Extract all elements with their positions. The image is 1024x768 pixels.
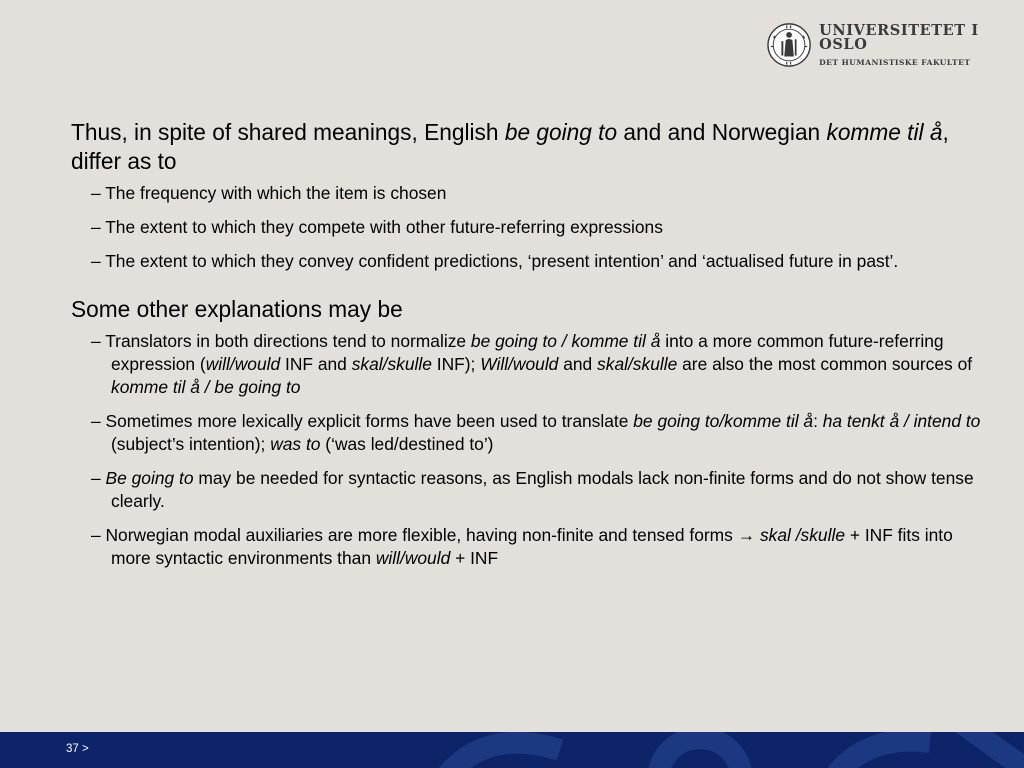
italic-term: Be going to (105, 468, 194, 488)
italic-term: will/would (205, 354, 281, 374)
bullet-list (91, 182, 991, 273)
italic-term: komme til å (826, 119, 943, 145)
italic-term: komme til å / be going to (111, 377, 301, 397)
section-heading: Thus, in spite of shared meanings, English be going to and and Norwegian komme til å, differ as to (71, 119, 949, 174)
university-name: UNIVERSITETET I OSLO (819, 21, 979, 54)
faculty-name: DET HUMANISTISKE FAKULTET (819, 57, 971, 67)
bullet-item: – The extent to which they compete with other future-referring expressions (91, 217, 663, 237)
italic-term: skal/skulle (597, 354, 678, 374)
italic-term: ha tenkt å / intend to (822, 411, 981, 431)
page-number: 37 > (66, 743, 89, 755)
italic-term: be going to / komme til å (470, 331, 661, 351)
bullet-item: – Translators in both directions tend to normalize be going to / komme til å into a more common future-referring expression (will/would INF and skal/skulle INF); Will/would and skal/skulle are also the most common sources of komme til å / be going to (91, 331, 973, 397)
italic-term: skal /skulle (759, 525, 845, 545)
italic-term: be going to (504, 119, 618, 145)
italic-term: Will/would (480, 354, 559, 374)
bullet-item: – The extent to which they convey confident predictions, ‘present intention’ and ‘actualised future in past’. (91, 251, 899, 271)
bullet-item: – The frequency with which the item is chosen (91, 183, 447, 203)
section-heading: Some other explanations may be (71, 296, 403, 322)
footer-decoration (0, 732, 1024, 768)
italic-term: skal/skulle (351, 354, 432, 374)
italic-term: was to (270, 434, 321, 454)
italic-term: be going to/komme til å (633, 411, 814, 431)
slide-content (71, 118, 1001, 570)
bullet-item: – Be going to may be needed for syntactic reasons, as English modals lack non-finite forms and do not show tense clearly. (91, 468, 974, 511)
italic-term: will/would (375, 548, 451, 568)
bullet-list (91, 330, 991, 570)
university-seal-icon (767, 22, 811, 68)
bullet-item: – Sometimes more lexically explicit forms have been used to translate be going to/komme til å: ha tenkt å / intend to (subject’s intention); was to (‘was led/destined to’) (91, 411, 981, 454)
footer-bar (0, 732, 1024, 768)
arrow-right-icon: → (737, 525, 756, 545)
university-logo (767, 22, 1024, 68)
bullet-item: – Norwegian modal auxiliaries are more flexible, having non-finite and tensed forms → skal /skulle + INF fits into more syntactic environments than will/would + INF (91, 525, 953, 568)
